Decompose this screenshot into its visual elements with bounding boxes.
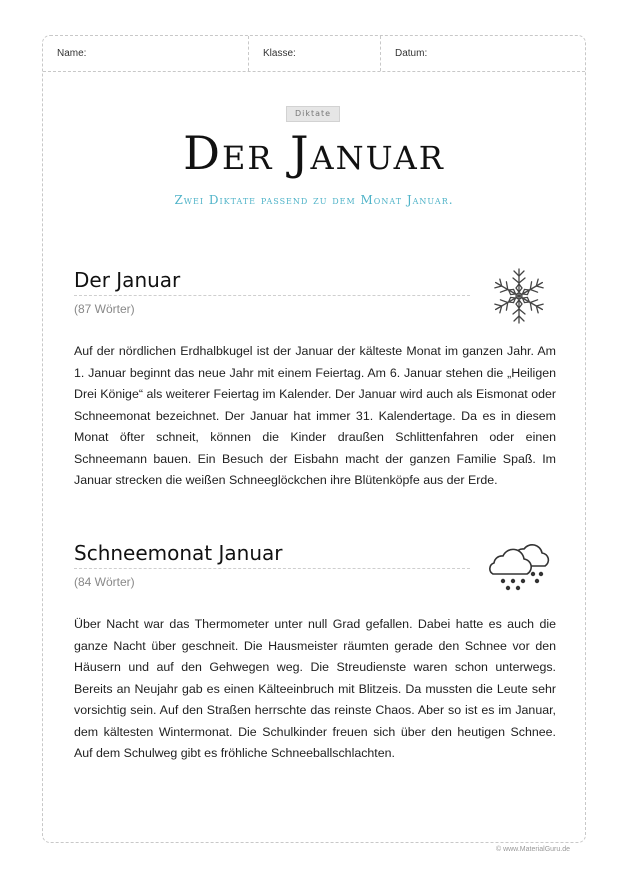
worksheet [42, 35, 586, 843]
section-2-word-count: (84 Wörter) [74, 575, 135, 589]
section-1-divider [74, 295, 470, 296]
name-label: Name: [57, 48, 87, 59]
category-tag: Diktate [286, 106, 340, 122]
klasse-field[interactable] [249, 36, 381, 71]
datum-label: Datum: [395, 48, 428, 59]
section-1-text: Auf der nördlichen Erdhalbkugel ist der Januar der kälteste Monat im ganzen Jahr. Am 1. Januar beginnt das neue Jahr mit einem Feiertag. Am 6. Januar stehen die „Heiligen Drei Könige“ als weiterer Feiertag im Kalender. Der Januar wird auch als Eismonat oder Schneemonat bezeichnet. Der Januar hat immer 31. Kalendertage. Da es in diesem Monat öfter schneit, können die Kinder draußen Schlittenfahren oder einen Schneemann bauen. Ein Besuch der Eisbahn macht der ganzen Familie Spaß. Im Januar strecken die weißen Schneeglöckchen ihre Blütenköpfe aus der Erde. [74, 344, 556, 487]
section-1-word-count: (87 Wörter) [74, 302, 135, 316]
copyright-footer[interactable]: © www.MaterialGuru.de [495, 846, 570, 853]
datum-field[interactable] [381, 36, 585, 71]
name-field[interactable] [43, 36, 249, 71]
student-info-bar [43, 36, 585, 72]
section-2-title: Schneemonat Januar [74, 541, 283, 565]
section-2-text: Über Nacht war das Thermometer unter null Grad gefallen. Dabei hatte es auch die ganze Nacht über geschneit. Die Hausmeister räumten gerade den Schnee vor den Häusern und auf den Gehwegen weg. Die Streudienste waren schon unterwegs. Bereits an Neujahr gab es einen Kälteeinbruch mit Blitzeis. Da mussten die Leute sehr vorsichtig sein. Auf den Straßen herrschte das reinste Chaos. Aber so ist es im Januar, dem kältesten Wintermonat. Die Schulkinder freuen sich über den heutigen Schnee. Auf dem Schulweg gibt es fröhliche Schneeballschlachten. [74, 617, 556, 760]
klasse-label: Klasse: [263, 48, 296, 59]
section-1-title: Der Januar [74, 268, 181, 292]
snow-cloud-icon [487, 536, 553, 596]
page-title: Der Januar [183, 126, 445, 180]
snowflake-icon [487, 264, 551, 328]
page-subtitle: Zwei Diktate passend zu dem Monat Januar. [174, 193, 454, 207]
section-2-divider [74, 568, 470, 569]
